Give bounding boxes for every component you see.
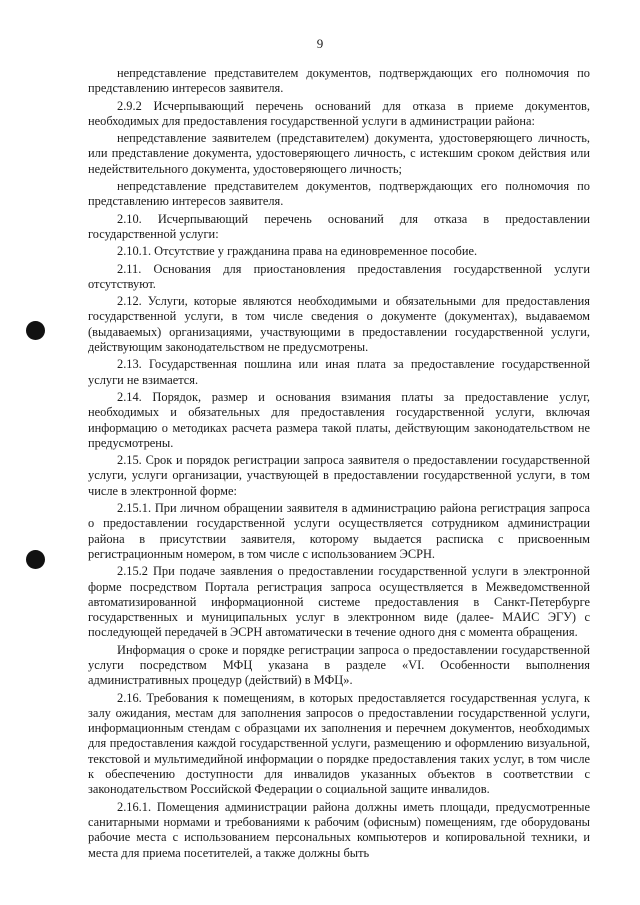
paragraph: непредставление заявителем (представителем) документа, удостоверяющего личность, или представление документа, удостоверяющего личность, с истекшим сроком действия или недействительного документа, удостоверяющего личность;: [88, 131, 590, 176]
paragraph: 2.13. Государственная пошлина или иная плата за предоставление государственной услуги не взимается.: [88, 357, 590, 387]
paragraph: непредставление представителем документов, подтверждающих его полномочия по представлению интересов заявителя.: [88, 179, 590, 209]
paragraph: 2.12. Услуги, которые являются необходимыми и обязательными для предоставления государственной услуги, в том числе сведения о документе (документах), выдаваемом (выдаваемых) организациями, участвующими в предоставлении государственной услуги, действующим законодательством не предусмотрены.: [88, 294, 590, 355]
paragraph: 2.16.1. Помещения администрации района должны иметь площади, предусмотренные санитарными нормами и требованиями к рабочим (офисным) помещениям, где оборудованы рабочие места с использованием персональных компьютеров и копировальной техники, и места для приема посетителей, а также должны быть: [88, 799, 590, 860]
paragraph: 2.16. Требования к помещениям, в которых предоставляется государственная услуга, к залу ожидания, местам для заполнения запросов о предоставлении государственной услуги, информационным стендам с образцами их заполнения и перечнем документов, необходимых для предоставления каждой государственной услуги, размещению и оформлению визуальной, текстовой и мультимедийной информации о порядке предоставления таких услуг, в том числе к обеспечению доступности для инвалидов указанных объектов в соответствии с законодательством Российской Федерации о социальной защите инвалидов.: [88, 690, 590, 797]
paragraph: 2.15. Срок и порядок регистрации запроса заявителя о предоставлении государственной услуги, услуги организации, участвующей в предоставлении государственной услуги, в том числе в электронной форме:: [88, 453, 590, 498]
paragraph: 2.14. Порядок, размер и основания взимания платы за предоставление услуг, необходимых и обязательных для предоставления государственной услуги, включая информацию о методиках расчета размера такой платы, действующим законодательством не предусмотрены.: [88, 389, 590, 450]
paragraph: 2.15.1. При личном обращении заявителя в администрацию района регистрация запроса о предоставлении государственной услуги осуществляется сотрудником администрации района в присутствии заявителя, которому выдается расписка с присвоенным регистрационным номером, в том числе с использованием ЭСРН.: [88, 501, 590, 561]
paragraph: 2.10. Исчерпывающий перечень оснований для отказа в предоставлении государственной услуги:: [88, 211, 590, 241]
punch-hole: [26, 321, 45, 340]
paragraph: 2.15.2 При подаче заявления о предоставлении государственной услуги в электронной форме посредством Портала регистрация запроса осуществляется в Межведомственной автоматизированной информационной системе предоставления в Санкт-Петербурге государственных и муниципальных услуг в электронном виде (далее- МАИС ЭГУ) с последующей передачей в ЭСРН автоматически в течение одного дня с момента обращения.: [88, 564, 590, 640]
paragraph: Информация о сроке и порядке регистрации запроса о предоставлении государственной услуги посредством МФЦ указана в разделе «VI. Особенности выполнения административных процедур (действий) в МФЦ».: [88, 642, 590, 688]
paragraph: 2.9.2 Исчерпывающий перечень оснований для отказа в приеме документов, необходимых для предоставления государственной услуги в администрации района:: [88, 98, 590, 128]
paragraph: 2.10.1. Отсутствие у гражданина права на единовременное пособие.: [117, 244, 478, 259]
document-body: [88, 66, 590, 863]
paragraph: 2.11. Основания для приостановления предоставления государственной услуги отсутствуют.: [88, 261, 590, 291]
page-number: 9: [316, 36, 324, 51]
punch-hole: [26, 550, 45, 569]
paragraph: непредставление представителем документов, подтверждающих его полномочия по представлению интересов заявителя.: [88, 66, 590, 96]
